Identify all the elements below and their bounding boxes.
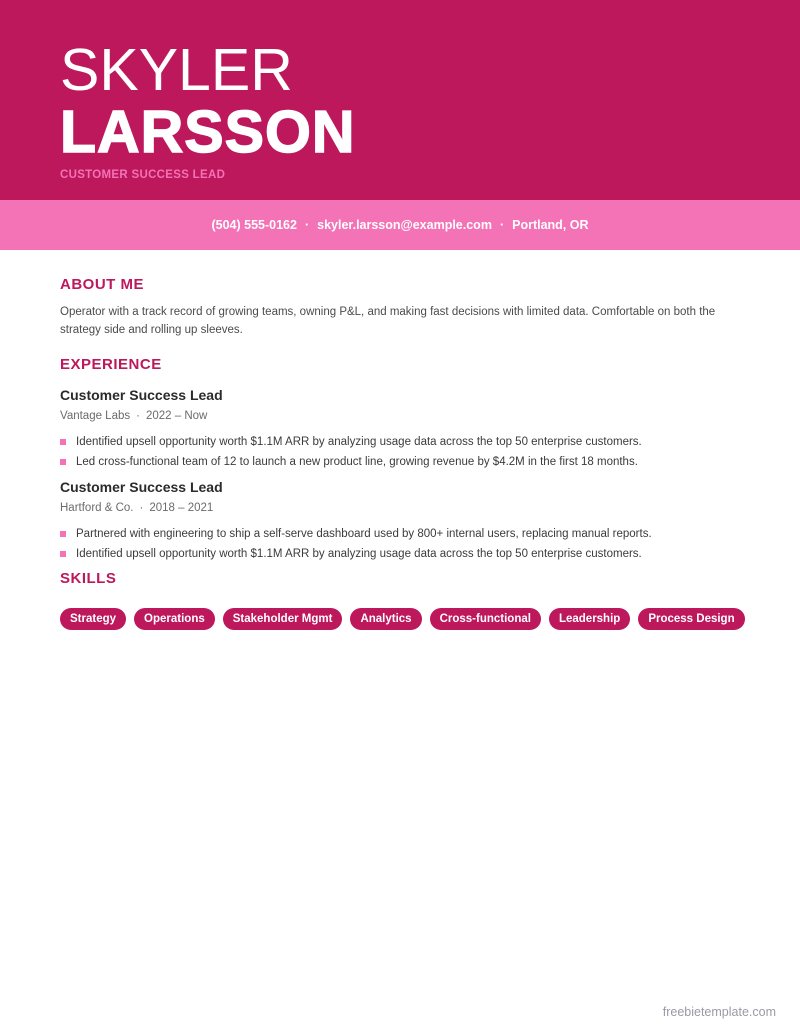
header-banner bbox=[0, 0, 800, 200]
contact-location: Portland, OR bbox=[512, 218, 589, 232]
bullet-item bbox=[60, 452, 750, 472]
skill-tag: Cross-functional bbox=[430, 608, 541, 630]
bullet-square-icon bbox=[60, 439, 66, 445]
job-dates: 2018 – 2021 bbox=[149, 502, 214, 514]
skill-tag: Analytics bbox=[350, 608, 421, 630]
bullet-item bbox=[60, 544, 750, 564]
skill-tag: Process Design bbox=[638, 608, 744, 630]
footer-brand: freebietemplate.com bbox=[662, 1005, 776, 1019]
bullet-square-icon bbox=[60, 459, 66, 465]
about-text: Operator with a track record of growing teams, owning P&L, and making fast decisions with limited data. Comfortable on both the strategy side and rolling up sleeves. bbox=[60, 306, 716, 336]
contact-bar bbox=[0, 200, 800, 250]
skills-section-title: SKILLS bbox=[60, 570, 117, 587]
skill-tag: Operations bbox=[134, 608, 215, 630]
job-company: Vantage Labs bbox=[60, 410, 131, 422]
skills-list bbox=[60, 608, 745, 630]
bullet-square-icon bbox=[60, 531, 66, 537]
about-section-title: ABOUT ME bbox=[60, 276, 144, 293]
bullet-text: Partnered with engineering to ship a self-serve dashboard used by 800+ internal users, replacing manual reports. bbox=[76, 528, 652, 540]
meta-separator: · bbox=[136, 410, 140, 422]
contact-separator: · bbox=[499, 218, 505, 232]
experience-entry bbox=[60, 386, 750, 472]
job-bullets bbox=[60, 432, 750, 472]
last-name: LARSSON bbox=[60, 99, 356, 165]
skill-tag: Leadership bbox=[549, 608, 630, 630]
bullet-square-icon bbox=[60, 551, 66, 557]
contact-separator: · bbox=[304, 218, 310, 232]
job-role: Customer Success Lead bbox=[60, 479, 223, 495]
contact-phone: (504) 555-0162 bbox=[211, 218, 297, 232]
skill-tag: Strategy bbox=[60, 608, 126, 630]
bullet-item bbox=[60, 432, 750, 452]
job-bullets bbox=[60, 524, 750, 564]
bullet-item bbox=[60, 524, 750, 544]
job-meta bbox=[60, 408, 750, 424]
job-title: CUSTOMER SUCCESS LEAD bbox=[60, 169, 226, 181]
first-name: SKYLER bbox=[60, 37, 293, 103]
experience-entry bbox=[60, 478, 750, 564]
job-company: Hartford & Co. bbox=[60, 502, 134, 514]
skill-tag: Stakeholder Mgmt bbox=[223, 608, 343, 630]
meta-separator: · bbox=[139, 502, 144, 514]
job-meta bbox=[60, 500, 750, 516]
bullet-text: Identified upsell opportunity worth $1.1M ARR by analyzing usage data across the top 50 enterprise customers. bbox=[76, 548, 642, 560]
job-role: Customer Success Lead bbox=[60, 387, 223, 403]
contact-email: skyler.larsson@example.com bbox=[317, 218, 492, 232]
job-dates: 2022 – Now bbox=[145, 410, 208, 422]
bullet-text: Identified upsell opportunity worth $1.1M ARR by analyzing usage data across the top 50 enterprise customers. bbox=[76, 436, 642, 448]
bullet-text: Led cross-functional team of 12 to launch a new product line, growing revenue by $4.2M in the first 18 months. bbox=[76, 456, 638, 468]
experience-section-title: EXPERIENCE bbox=[60, 356, 162, 373]
